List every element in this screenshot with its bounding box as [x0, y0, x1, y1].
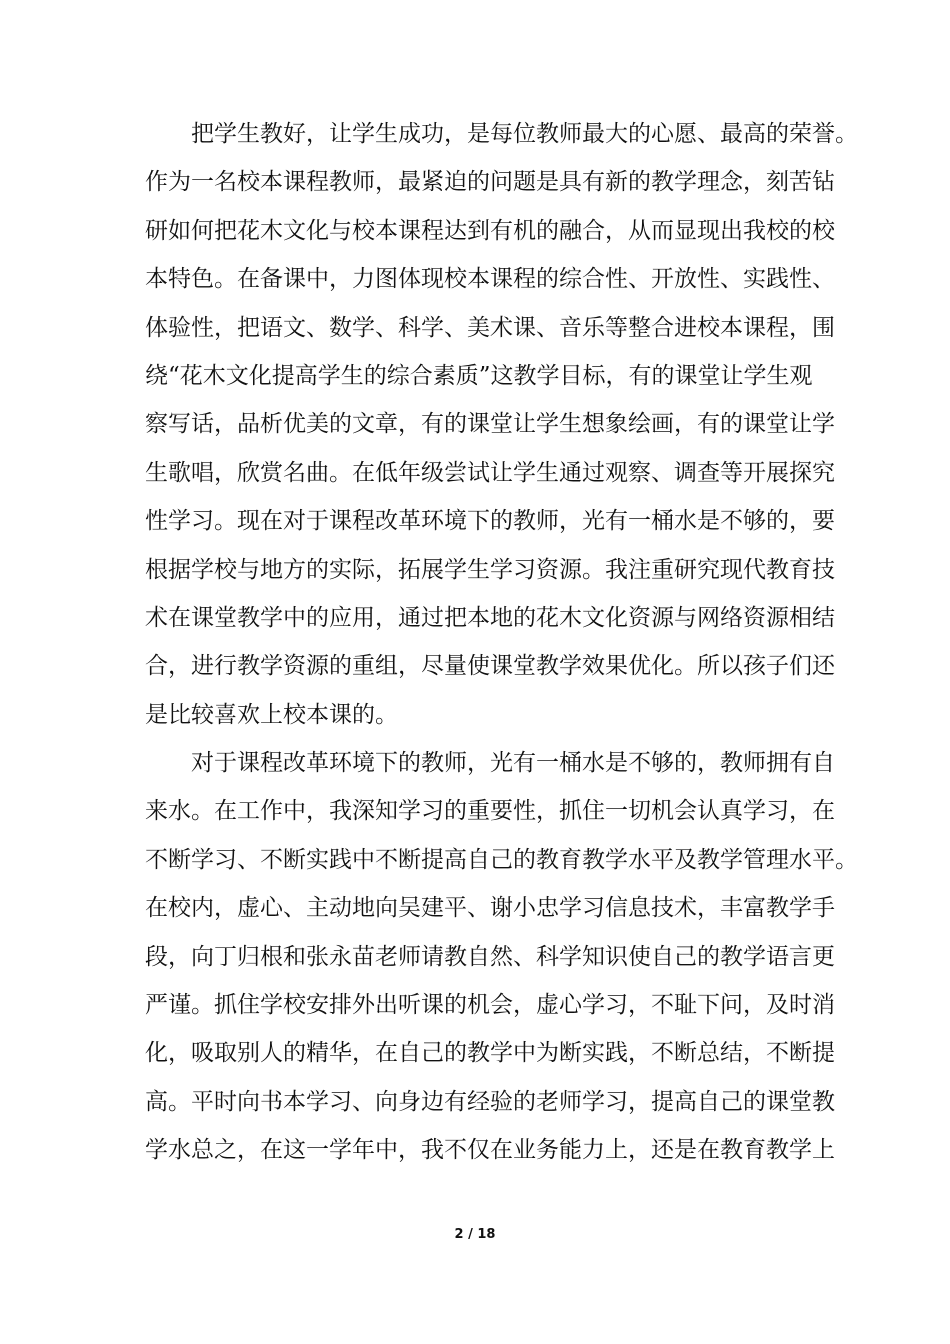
- text-line: 察写话，品析优美的文章，有的课堂让学生想象绘画，有的课堂让学: [145, 411, 835, 438]
- text-line: 术在课堂教学中的应用，通过把本地的花木文化资源与网络资源相结: [145, 604, 835, 631]
- text-line: 学水总之，在这一学年中，我不仅在业务能力上，还是在教育教学上: [145, 1137, 835, 1164]
- text-line: 作为一名校本课程教师，最紧迫的问题是具有新的教学理念，刻苦钻: [145, 169, 835, 196]
- paragraph-1: [145, 110, 858, 739]
- text-line: 体验性，把语文、数学、科学、美术课、音乐等整合进校本课程，围: [145, 314, 835, 341]
- text-line: 化，吸取别人的精华，在自己的教学中为断实践，不断总结，不断提: [145, 1040, 835, 1067]
- text-line: 对于课程改革环境下的教师，光有一桶水是不够的，教师拥有自: [191, 750, 835, 777]
- text-line: 来水。在工作中，我深知学习的重要性，抓住一切机会认真学习，在: [145, 798, 835, 825]
- text-line: 合，进行教学资源的重组，尽量使课堂教学效果优化。所以孩子们还: [145, 653, 835, 680]
- text-line: 研如何把花木文化与校本课程达到有机的融合，从而显现出我校的校: [145, 217, 835, 244]
- text-line: 把学生教好，让学生成功，是每位教师最大的心愿、最高的荣誉。: [191, 121, 858, 147]
- text-line: 根据学校与地方的实际，拓展学生学习资源。我注重研究现代教育技: [145, 556, 835, 583]
- text-line: 性学习。现在对于课程改革环境下的教师，光有一桶水是不够的，要: [145, 508, 835, 535]
- text-line: 是比较喜欢上校本课的。: [145, 701, 398, 728]
- page-number: 2 / 18: [454, 1227, 496, 1242]
- text-line: 绕“花木文化提高学生的综合素质”这教学目标，有的课堂让学生观: [145, 362, 813, 389]
- text-line: 高。平时向书本学习、向身边有经验的老师学习，提高自己的课堂教: [145, 1088, 835, 1115]
- text-line: 严谨。抓住学校安排外出听课的机会，虚心学习，不耻下问，及时消: [145, 992, 835, 1019]
- text-line: 不断学习、不断实践中不断提高自己的教育教学水平及教学管理水平。: [145, 846, 858, 873]
- paragraph-2: [145, 739, 858, 1175]
- text-line: 生歌唱，欣赏名曲。在低年级尝试让学生通过观察、调查等开展探究: [145, 459, 835, 486]
- text-line: 段，向丁归根和张永苗老师请教自然、科学知识使自己的教学语言更: [145, 943, 835, 970]
- text-line: 在校内，虚心、主动地向吴建平、谢小忠学习信息技术，丰富教学手: [145, 895, 835, 922]
- text-line: 本特色。在备课中，力图体现校本课程的综合性、开放性、实践性、: [145, 266, 835, 293]
- document-body: [145, 110, 858, 1175]
